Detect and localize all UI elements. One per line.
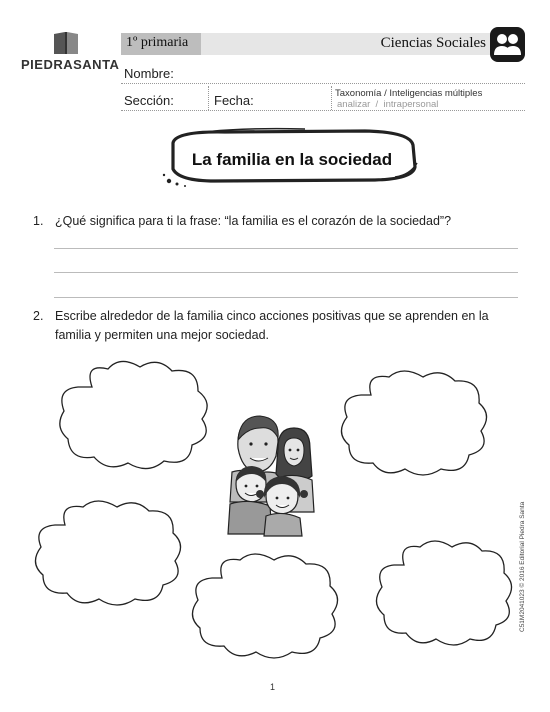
- question-number: 1.: [33, 214, 44, 228]
- answer-line[interactable]: [54, 297, 518, 298]
- taxonomy-values: analizar / intrapersonal: [337, 99, 439, 110]
- nombre-label: Nombre:: [124, 66, 174, 81]
- seccion-field[interactable]: [121, 110, 525, 111]
- subject-label: Ciencias Sociales: [380, 35, 486, 51]
- page-number: 1: [270, 682, 276, 692]
- divider: [331, 86, 332, 110]
- book-icon: [52, 30, 80, 56]
- cloud-answer-box[interactable]: [25, 497, 187, 607]
- taxonomy-label: Taxonomía / Inteligencias múltiples: [335, 88, 483, 99]
- question-text: Escribe alrededor de la familia cinco acciones positivas que se aprenden en la familia y permiten una mejor sociedad.: [55, 309, 489, 342]
- copyright-code: C51M2041023 © 2016 Editorial Piedra Santa: [519, 501, 526, 632]
- cloud-answer-box[interactable]: [182, 550, 344, 660]
- nombre-field[interactable]: [121, 83, 525, 84]
- question-number: 2.: [33, 309, 44, 323]
- fecha-label: Fecha:: [214, 93, 254, 108]
- cloud-answer-box[interactable]: [52, 357, 214, 472]
- cloud-answer-box[interactable]: [333, 367, 493, 477]
- worksheet-title: La familia en la sociedad: [191, 150, 393, 169]
- answer-line[interactable]: [54, 248, 518, 249]
- people-icon: [490, 27, 525, 62]
- family-illustration: [226, 412, 316, 537]
- answer-line[interactable]: [54, 272, 518, 273]
- seccion-label: Sección:: [124, 93, 174, 108]
- grade-label: 1º primaria: [126, 35, 189, 50]
- divider: [208, 86, 209, 110]
- question-text: ¿Qué significa para ti la frase: “la familia es el corazón de la sociedad”?: [55, 214, 452, 228]
- cloud-answer-box[interactable]: [368, 537, 518, 647]
- publisher-logo: PIEDRASANTA: [21, 57, 120, 72]
